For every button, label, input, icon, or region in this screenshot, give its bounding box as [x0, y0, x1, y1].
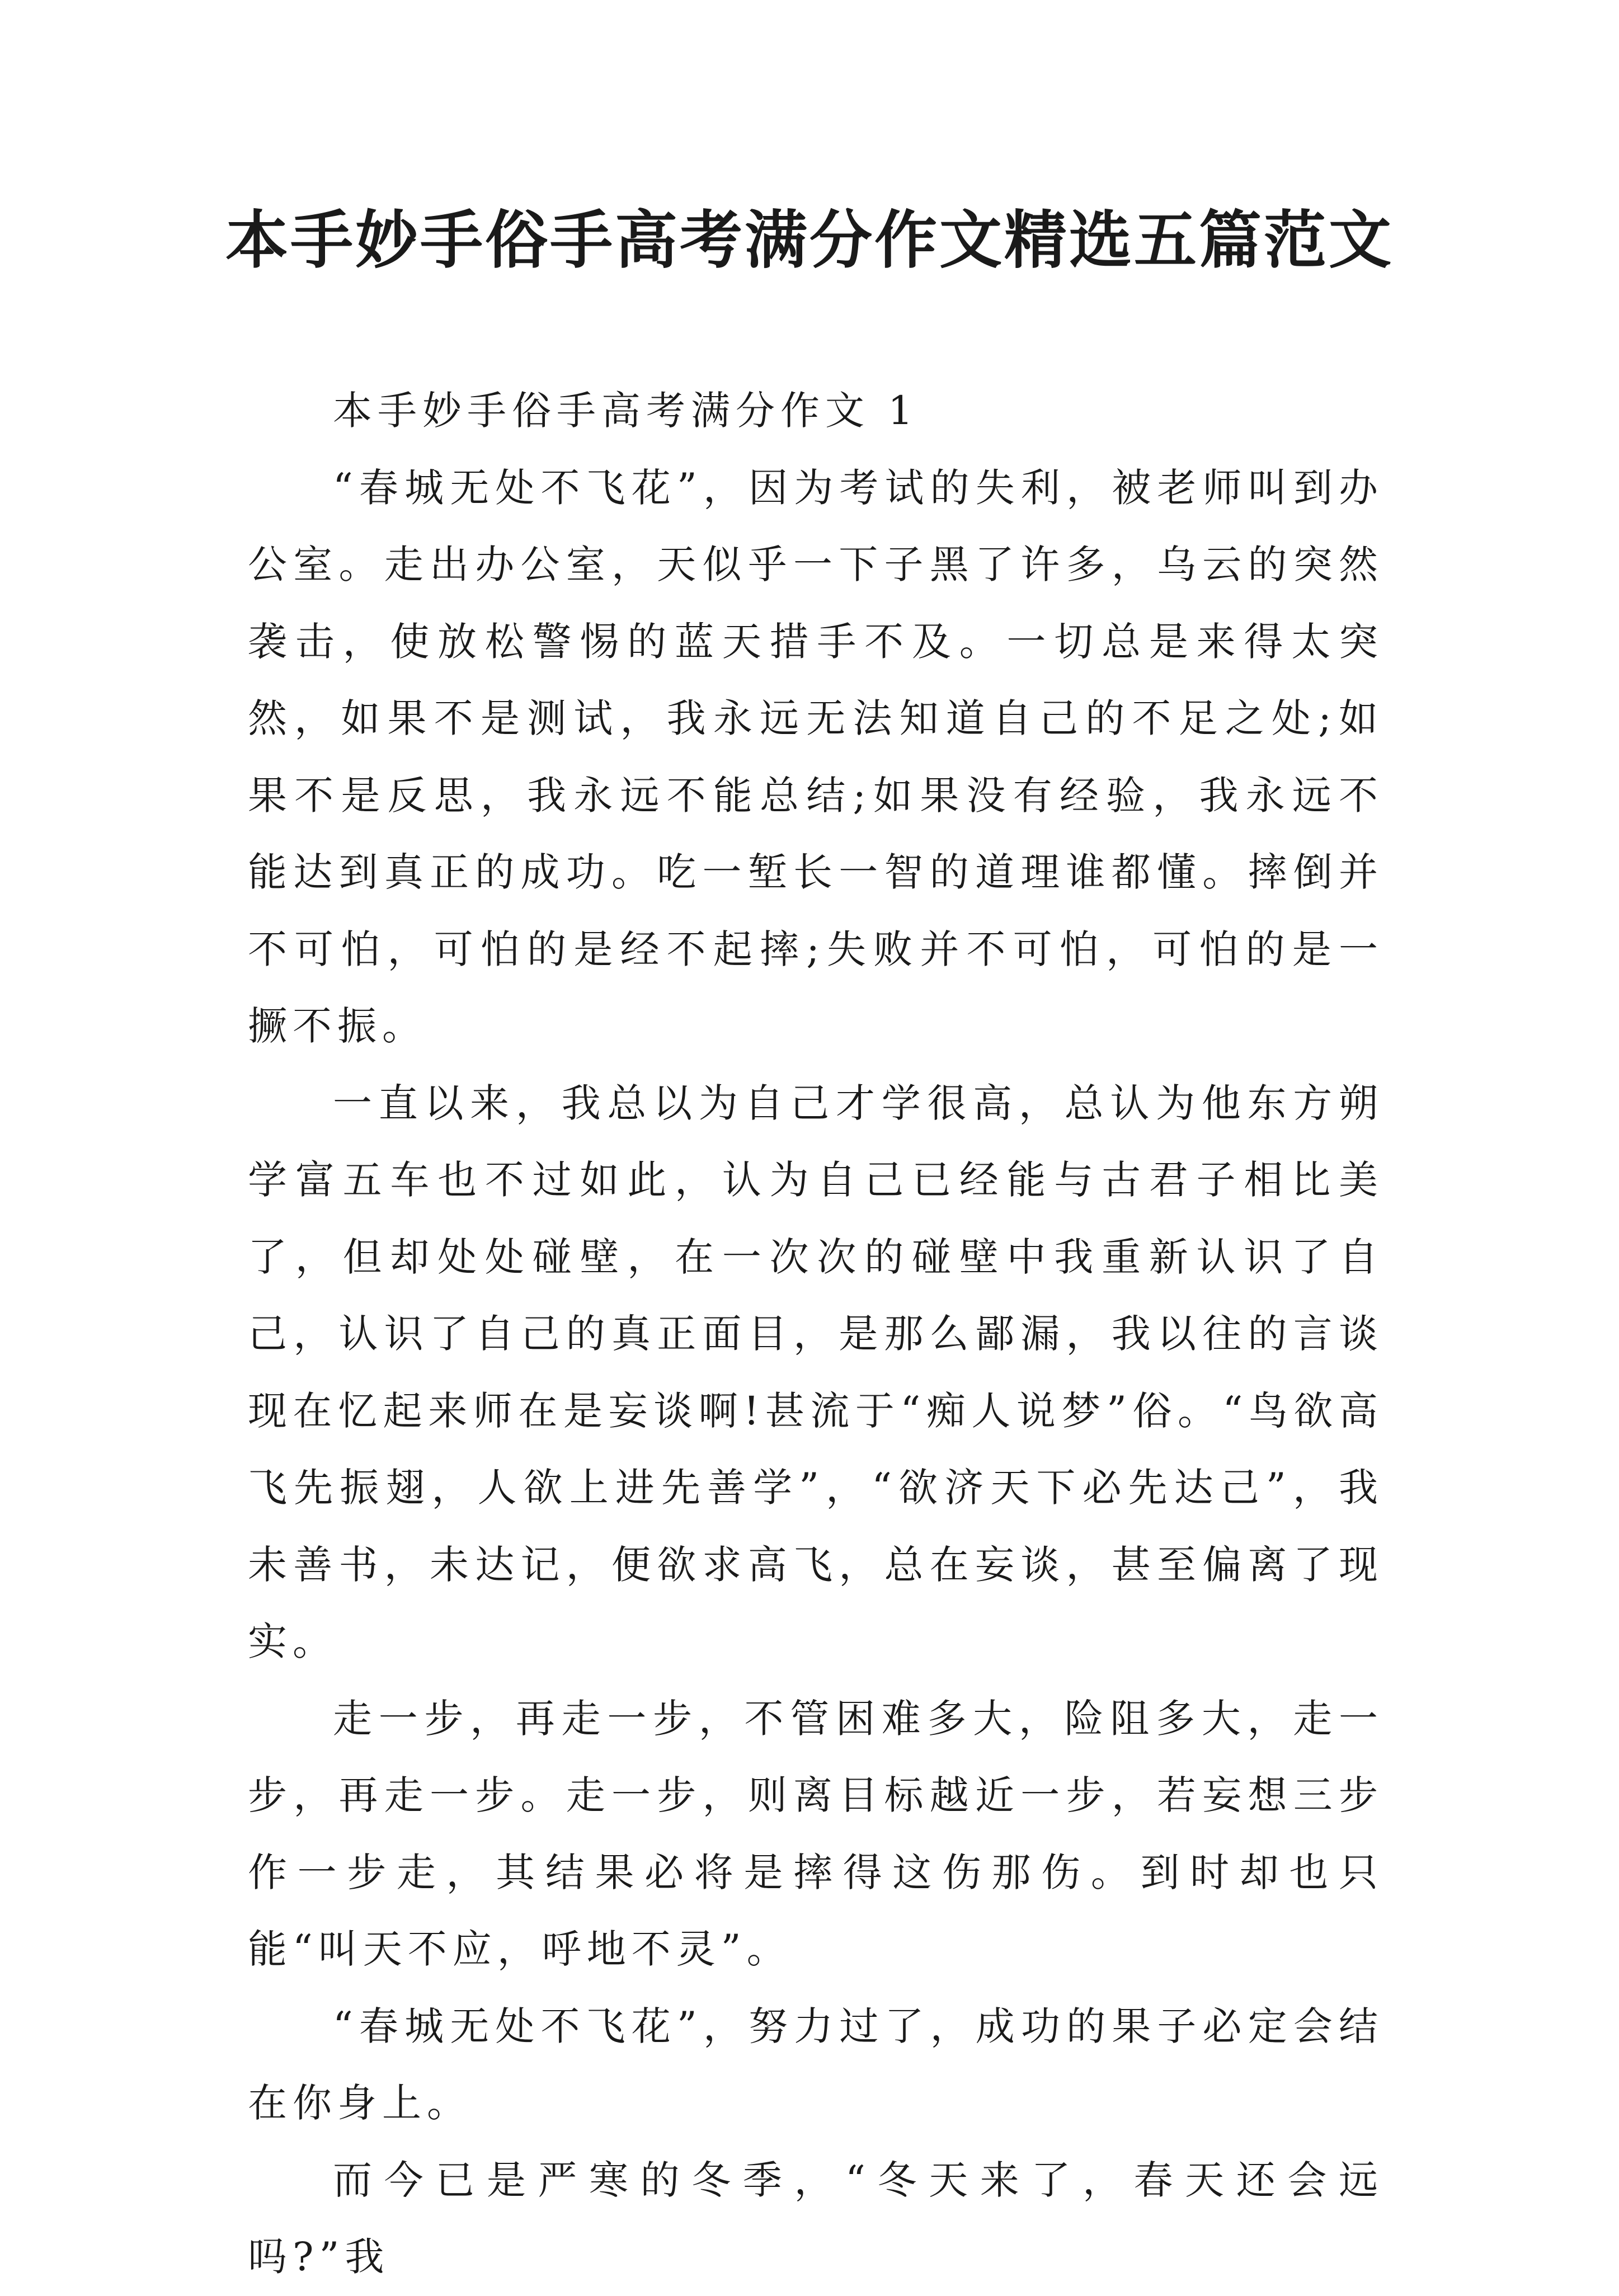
- document-body: [248, 373, 1383, 2296]
- paragraph-3: 走一步，再走一步，不管困难多大，险阻多大，走一步，再走一步。走一步，则离目标越近一步，若妄想三步作一步走，其结果必将是摔得这伤那伤。到时却也只能“叫天不应，呼地不灵”。: [248, 1695, 1383, 1972]
- paragraph-5: 而今已是严寒的冬季，“冬天来了，春天还会远吗?”我: [248, 2157, 1383, 2280]
- paragraph-2: 一直以来，我总以为自己才学很高，总认为他东方朔学富五车也不过如此，认为自己已经能与古君子相比美了，但却处处碰壁，在一次次的碰壁中我重新认识了自己，认识了自己的真正面目，是那么鄙漏，我以往的言谈现在忆起来师在是妄谈啊!甚流于“痴人说梦”俗。“鸟欲高飞先振翅，人欲上进先善学”，“欲济天下必先达己”，我未善书，未达记，便欲求高飞，总在妄谈，甚至偏离了现实。: [248, 1080, 1383, 1664]
- essay-heading: 本手妙手俗手高考满分作文 1: [333, 388, 919, 434]
- paragraph-1: “春城无处不飞花”，因为考试的失利，被老师叫到办公室。走出办公室，天似乎一下子黑了许多，乌云的突然袭击，使放松警惕的蓝天措手不及。一切总是来得太突然，如果不是测试，我永远无法知道自己的不足之处;如果不是反思，我永远不能总结;如果没有经验，我永远不能达到真正的成功。吃一堑长一智的道理谁都懂。摔倒并不可怕，可怕的是经不起摔;失败并不可怕，可怕的是一撅不振。: [248, 464, 1383, 1049]
- document-title: 本手妙手俗手高考满分作文精选五篇范文: [225, 204, 1394, 277]
- paragraph-4: “春城无处不飞花”，努力过了，成功的果子必定会结在你身上。: [248, 2003, 1383, 2126]
